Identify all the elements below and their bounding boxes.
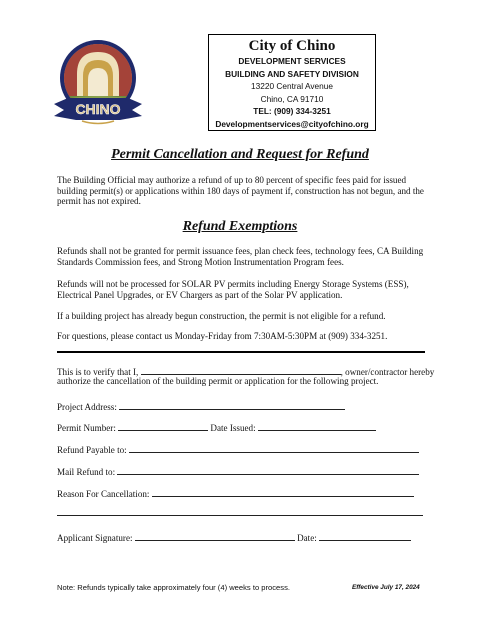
permit-number-field[interactable] [118,421,208,431]
refund-payable-field[interactable] [129,443,419,453]
section-divider [57,351,425,353]
refund-payable-label: Refund Payable to: [57,445,127,455]
exemption-fees: Refunds shall not be granted for permit issuance fees, plan check fees, technology fees, CA Building Standards Commission fees, and Strong Motion Instrumentation Program fees. [57,246,424,267]
verify-suffix: , owner/contractor hereby [340,367,435,377]
processing-note: Note: Refunds typically take approximately four (4) weeks to process. [57,583,290,592]
date-issued-field[interactable] [258,421,376,431]
date-issued-label: Date Issued: [210,423,256,433]
intro-paragraph: The Building Official may authorize a refund of up to 80 percent of specific fees paid for issued building permit(s) or applications within 180 days of payment if, construction has not begun, and the permit has not expired. [57,175,424,207]
exemption-solar: Refunds will not be processed for SOLAR PV permits including Energy Storage Systems (ESS), Electrical Panel Upgrades, or EV Chargers as part of the Solar PV application. [57,279,409,300]
mail-refund-row [57,465,419,478]
effective-date: Effective July 17, 2024 [352,584,420,591]
signature-date-field[interactable] [319,531,411,541]
exemption-construction: If a building project has already begun construction, the permit is not eligible for a refund. [57,311,386,321]
refund-payable-row [57,443,419,456]
contact-info: For questions, please contact us Monday-Friday from 7:30AM-5:30PM at (909) 334-3251. [57,331,388,341]
email-address: Developmentservices@cityofchino.org [215,118,369,129]
permit-row [57,421,376,434]
phone-number: TEL: (909) 334-3251 [253,106,331,117]
department-name: DEVELOPMENT SERVICES [238,56,346,66]
verify-prefix: This is to verify that I, [57,367,139,377]
header-contact-box [208,34,376,131]
exemptions-title: Refund Exemptions [182,219,298,234]
form-title: Permit Cancellation and Request for Refund [111,147,369,162]
signature-row [57,531,411,544]
reason-label: Reason For Cancellation: [57,489,150,499]
mail-refund-label: Mail Refund to: [57,467,116,477]
mail-refund-field[interactable] [117,465,419,475]
verify-name-field[interactable] [141,365,341,375]
project-address-field[interactable] [119,400,345,410]
project-address-label: Project Address: [57,402,117,412]
reason-field[interactable] [152,487,414,497]
project-address-row [57,400,345,413]
reason-row [57,487,414,500]
signature-date-label: Date: [297,533,317,543]
reason-continuation-field[interactable] [57,515,423,516]
division-name: BUILDING AND SAFETY DIVISION [225,68,359,79]
signature-label: Applicant Signature: [57,533,133,543]
verify-line-2: authorize the cancellation of the building permit or application for the following project. [57,376,379,386]
street-address: 13220 Central Avenue [251,81,333,92]
permit-number-label: Permit Number: [57,423,116,433]
svg-text:CHINO: CHINO [75,101,121,117]
city-state-zip: Chino, CA 91710 [260,93,324,104]
city-name: City of Chino [248,38,336,54]
signature-field[interactable] [135,531,295,541]
city-seal-logo [50,34,146,130]
